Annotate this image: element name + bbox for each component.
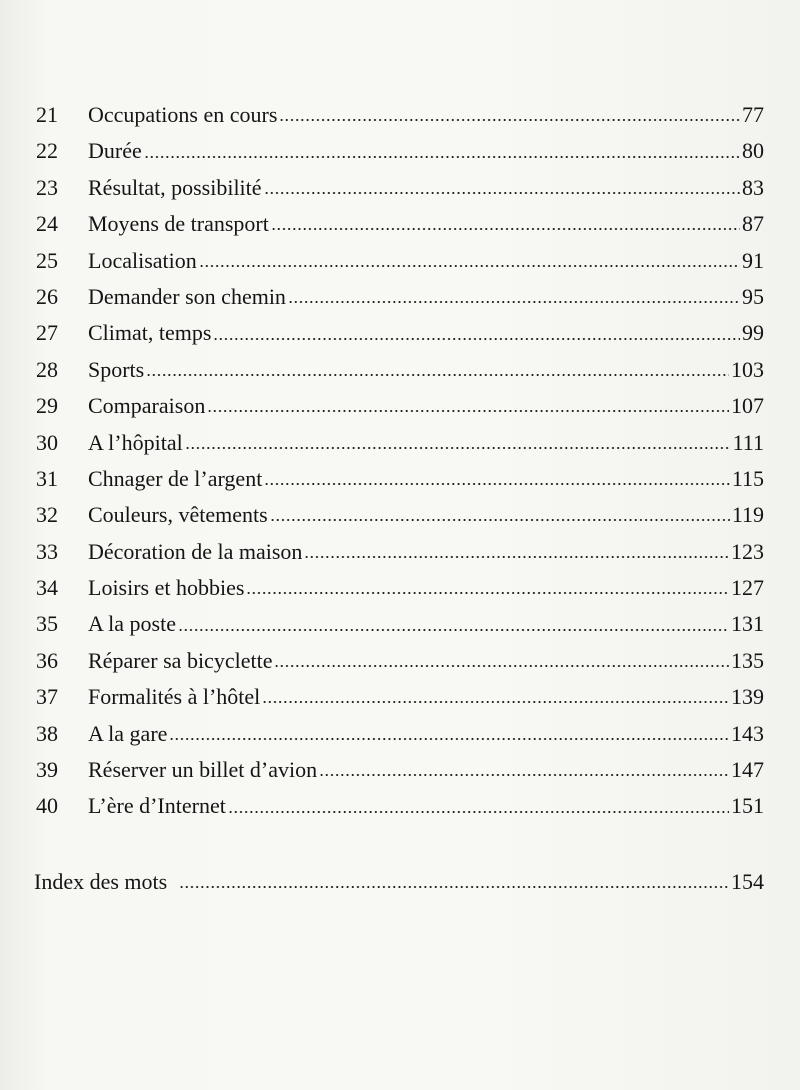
chapter-page-number: 107 <box>731 393 764 419</box>
chapter-number: 29 <box>36 393 58 419</box>
toc-row <box>36 606 764 642</box>
chapter-title: Chnager de l’argent <box>88 465 263 491</box>
chapter-page-number: 127 <box>731 575 764 601</box>
chapter-page-number: 87 <box>742 211 764 237</box>
toc-row <box>36 133 764 169</box>
chapter-number: 36 <box>36 647 58 673</box>
dot-leader <box>288 300 740 304</box>
chapter-page-number: 103 <box>731 356 764 382</box>
chapter-page-number: 99 <box>742 320 764 346</box>
chapter-page-number: 115 <box>731 465 764 491</box>
toc-row <box>36 352 764 388</box>
dot-leader <box>178 628 729 632</box>
dot-leader <box>246 591 729 595</box>
dot-leader <box>264 482 730 486</box>
chapter-number: 23 <box>36 174 58 200</box>
chapter-number: 37 <box>36 684 58 710</box>
chapter-number: 38 <box>36 720 58 746</box>
chapter-number: 27 <box>36 320 58 346</box>
chapter-page-number: 95 <box>742 283 764 309</box>
chapter-title: Réparer sa bicyclette <box>88 647 273 673</box>
dot-leader <box>264 191 740 195</box>
chapter-title: Localisation <box>88 247 197 273</box>
chapter-number: 21 <box>36 102 58 127</box>
chapter-page-number: 83 <box>742 174 764 200</box>
index-page-number: 154 <box>731 869 764 894</box>
toc-row <box>36 206 764 242</box>
dot-leader <box>271 227 740 231</box>
chapter-page-number: 131 <box>731 611 764 637</box>
chapter-title: Couleurs, vêtements <box>88 502 268 528</box>
chapter-number: 32 <box>36 502 58 528</box>
chapter-page-number: 143 <box>731 720 764 746</box>
chapter-title: Climat, temps <box>88 320 212 346</box>
index-entry <box>34 864 764 900</box>
dot-leader <box>207 409 729 413</box>
chapter-number: 30 <box>36 429 58 455</box>
chapter-title: A la poste <box>88 611 176 637</box>
toc-row <box>36 388 764 424</box>
index-title: Index des mots <box>34 869 168 894</box>
chapter-page-number: 139 <box>731 684 764 710</box>
toc-row <box>36 97 764 133</box>
toc-row <box>36 534 764 570</box>
dot-leader <box>199 264 740 268</box>
chapter-title: Durée <box>88 138 142 164</box>
dot-leader <box>144 155 740 159</box>
chapter-title: A la gare <box>88 720 168 746</box>
chapter-number: 22 <box>36 138 58 164</box>
chapter-title: Formalités à l’hôtel <box>88 684 261 710</box>
dot-leader <box>319 773 729 777</box>
chapter-title: Décoration de la maison <box>88 538 303 564</box>
chapter-page-number: 119 <box>731 502 764 528</box>
chapter-number: 31 <box>36 465 58 491</box>
chapter-title: Occupations en cours <box>88 102 278 127</box>
chapter-title: Réserver un billet d’avion <box>88 757 318 783</box>
toc-row <box>36 752 764 788</box>
chapter-number: 40 <box>36 793 58 819</box>
chapter-number: 25 <box>36 247 58 273</box>
chapter-number: 34 <box>36 575 58 601</box>
dot-leader <box>213 337 740 341</box>
toc-row <box>36 425 764 461</box>
dot-leader <box>185 446 731 450</box>
chapter-page-number: 123 <box>731 538 764 564</box>
dot-leader <box>169 737 729 741</box>
chapter-number: 26 <box>36 283 58 309</box>
dot-leader <box>146 373 729 377</box>
chapter-page-number: 111 <box>732 429 764 455</box>
toc-row <box>36 716 764 752</box>
toc-row <box>36 279 764 315</box>
dot-leader <box>274 664 729 668</box>
chapter-title: Demander son chemin <box>88 283 286 309</box>
dot-leader <box>304 555 729 559</box>
chapter-title: Comparaison <box>88 393 206 419</box>
chapter-number: 28 <box>36 356 58 382</box>
chapter-page-number: 77 <box>742 102 764 127</box>
dot-leader <box>179 885 729 889</box>
toc-row <box>36 570 764 606</box>
chapter-number: 24 <box>36 211 58 237</box>
chapter-page-number: 91 <box>742 247 764 273</box>
chapter-number: 35 <box>36 611 58 637</box>
toc-row <box>36 461 764 497</box>
toc-row <box>36 788 764 824</box>
chapter-number: 33 <box>36 538 58 564</box>
chapter-title: Sports <box>88 356 145 382</box>
chapter-page-number: 151 <box>731 793 764 819</box>
toc-row <box>36 315 764 351</box>
chapter-title: Loisirs et hobbies <box>88 575 245 601</box>
toc-row <box>36 243 764 279</box>
table-of-contents <box>36 97 764 825</box>
dot-leader <box>262 700 729 704</box>
toc-row <box>36 679 764 715</box>
chapter-number: 39 <box>36 757 58 783</box>
chapter-page-number: 80 <box>742 138 764 164</box>
dot-leader <box>270 518 730 522</box>
chapter-title: Moyens de transport <box>88 211 269 237</box>
chapter-page-number: 147 <box>731 757 764 783</box>
dot-leader <box>279 118 740 122</box>
chapter-page-number: 135 <box>731 647 764 673</box>
toc-row <box>36 170 764 206</box>
toc-row <box>36 643 764 679</box>
chapter-title: A l’hôpital <box>88 429 183 455</box>
chapter-title: Résultat, possibilité <box>88 174 262 200</box>
chapter-title: L’ère d’Internet <box>88 793 226 819</box>
dot-leader <box>228 810 729 814</box>
toc-row <box>36 497 764 533</box>
